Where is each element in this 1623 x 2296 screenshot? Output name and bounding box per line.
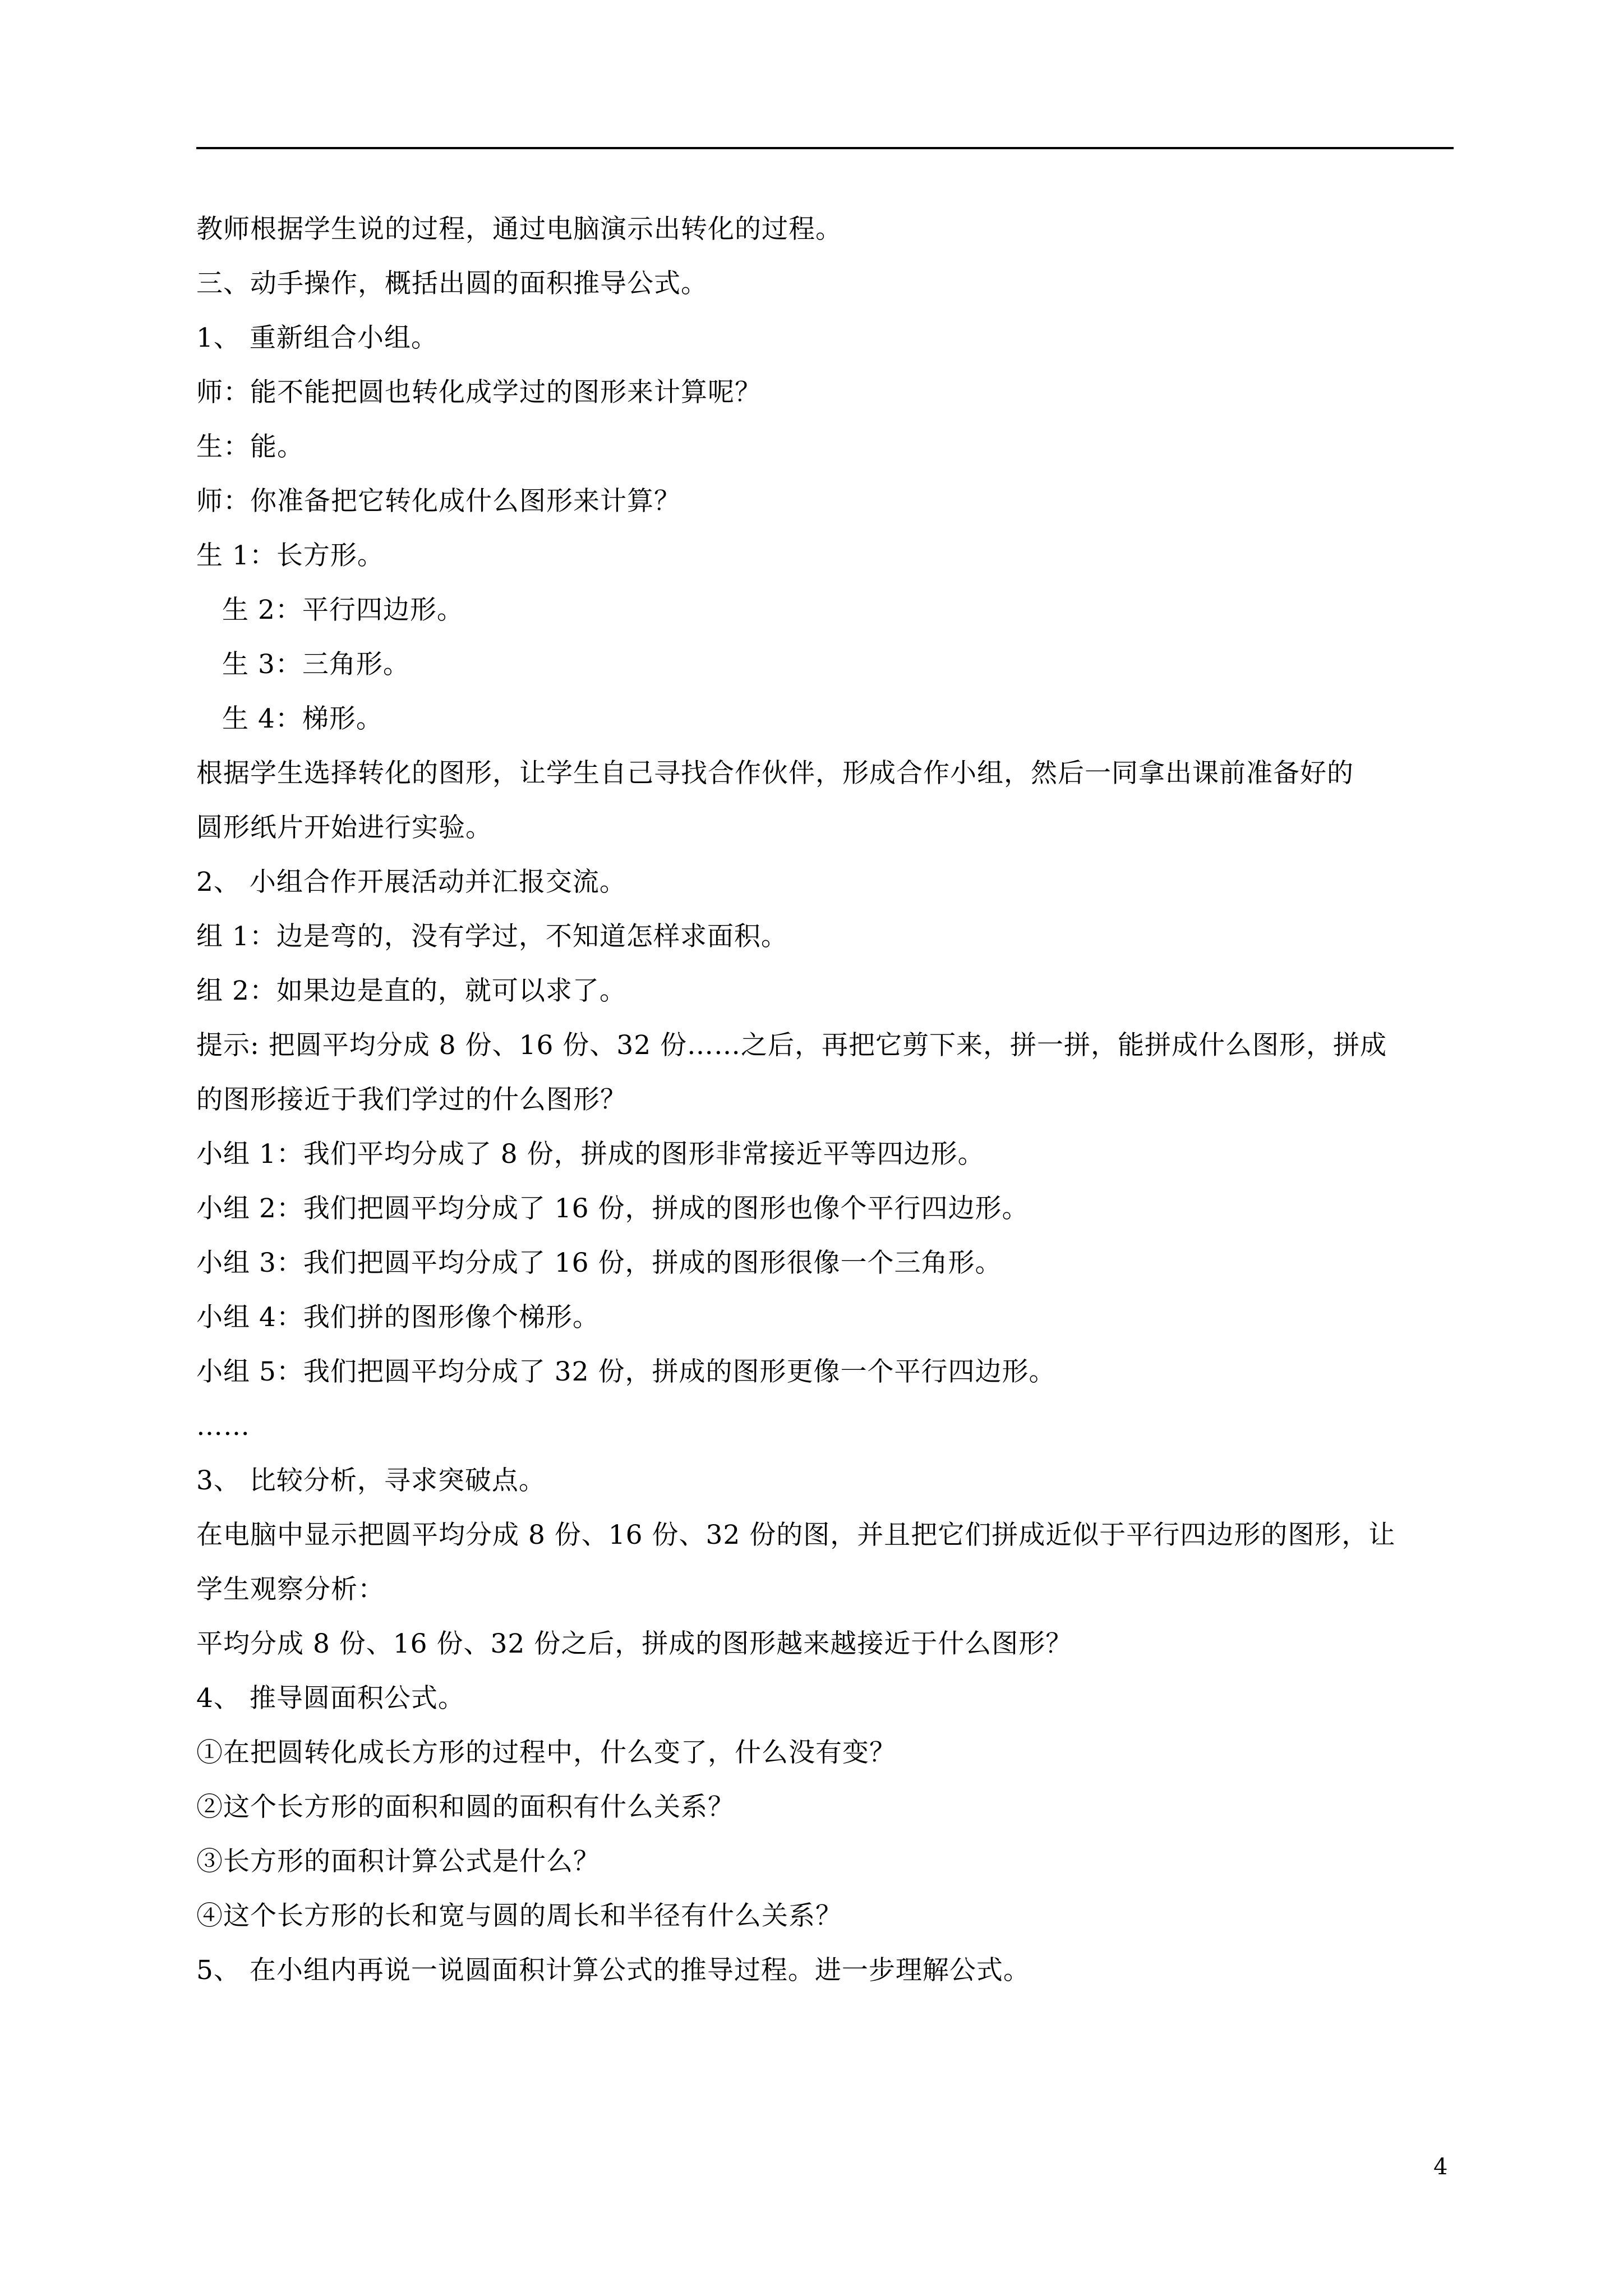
text-line: ③长方形的面积计算公式是什么？ — [196, 1846, 600, 1877]
text-line: 小组 4：我们拼的图形像个梯形。 — [196, 1302, 600, 1333]
text-line: ④这个长方形的长和宽与圆的周长和半径有什么关系？ — [196, 1901, 842, 1931]
text-line: 在电脑中显示把圆平均分成 8 份、16 份、32 份的图，并且把它们拼成近似于平行四边形的图形，让 — [196, 1520, 1396, 1550]
header-rule — [196, 147, 1454, 149]
text-line: 生 4：梯形。 — [222, 703, 383, 734]
page-number: 4 — [1433, 2154, 1448, 2180]
text-line: 3、 比较分析，寻求突破点。 — [196, 1465, 546, 1496]
text-line: 4、 推导圆面积公式。 — [196, 1683, 465, 1714]
text-line: 提示: 把圆平均分成 8 份、16 份、32 份……之后，再把它剪下来，拼一拼，能拼成什么图形，拼成 — [196, 1030, 1387, 1061]
text-line: 师：能不能把圆也转化成学过的图形来计算呢？ — [196, 377, 762, 408]
text-line: 小组 5：我们把圆平均分成了 32 份，拼成的图形更像一个平行四边形。 — [196, 1356, 1056, 1387]
text-line: 1、 重新组合小组。 — [196, 323, 438, 353]
text-line: 小组 3：我们把圆平均分成了 16 份，拼成的图形很像一个三角形。 — [196, 1248, 1002, 1278]
text-line: 5、 在小组内再说一说圆面积计算公式的推导过程。进一步理解公式。 — [196, 1955, 1030, 1986]
text-line: 生 1：长方形。 — [196, 540, 384, 571]
text-line: ①在把圆转化成长方形的过程中，什么变了，什么没有变？ — [196, 1737, 896, 1768]
text-line: 组 1：边是弯的，没有学过，不知道怎样求面积。 — [196, 921, 788, 952]
text-line: 三、动手操作，概括出圆的面积推导公式。 — [196, 268, 708, 299]
text-line: 师：你准备把它转化成什么图形来计算？ — [196, 486, 681, 517]
text-line: ②这个长方形的面积和圆的面积有什么关系？ — [196, 1792, 735, 1823]
text-line: 组 2：如果边是直的，就可以求了。 — [196, 976, 626, 1006]
text-line: 平均分成 8 份、16 份、32 份之后，拼成的图形越来越接近于什么图形？ — [196, 1628, 1073, 1659]
text-line: …… — [196, 1411, 250, 1442]
text-line: 的图形接近于我们学过的什么图形？ — [196, 1084, 627, 1115]
text-line: 根据学生选择转化的图形，让学生自己寻找合作伙伴，形成合作小组，然后一同拿出课前准备好的 — [196, 758, 1354, 789]
text-line: 小组 2：我们把圆平均分成了 16 份，拼成的图形也像个平行四边形。 — [196, 1193, 1029, 1224]
text-line: 生 3：三角形。 — [222, 649, 410, 680]
text-line: 生：能。 — [196, 431, 304, 462]
text-line: 生 2：平行四边形。 — [222, 595, 464, 625]
text-line: 教师根据学生说的过程，通过电脑演示出转化的过程。 — [196, 214, 842, 245]
text-line: 学生观察分析： — [196, 1574, 385, 1605]
document-body — [196, 202, 1454, 1998]
text-line: 圆形纸片开始进行实验。 — [196, 812, 492, 843]
text-line: 小组 1：我们平均分成了 8 份，拼成的图形非常接近平等四边形。 — [196, 1139, 985, 1170]
text-line: 2、 小组合作开展活动并汇报交流。 — [196, 867, 626, 898]
